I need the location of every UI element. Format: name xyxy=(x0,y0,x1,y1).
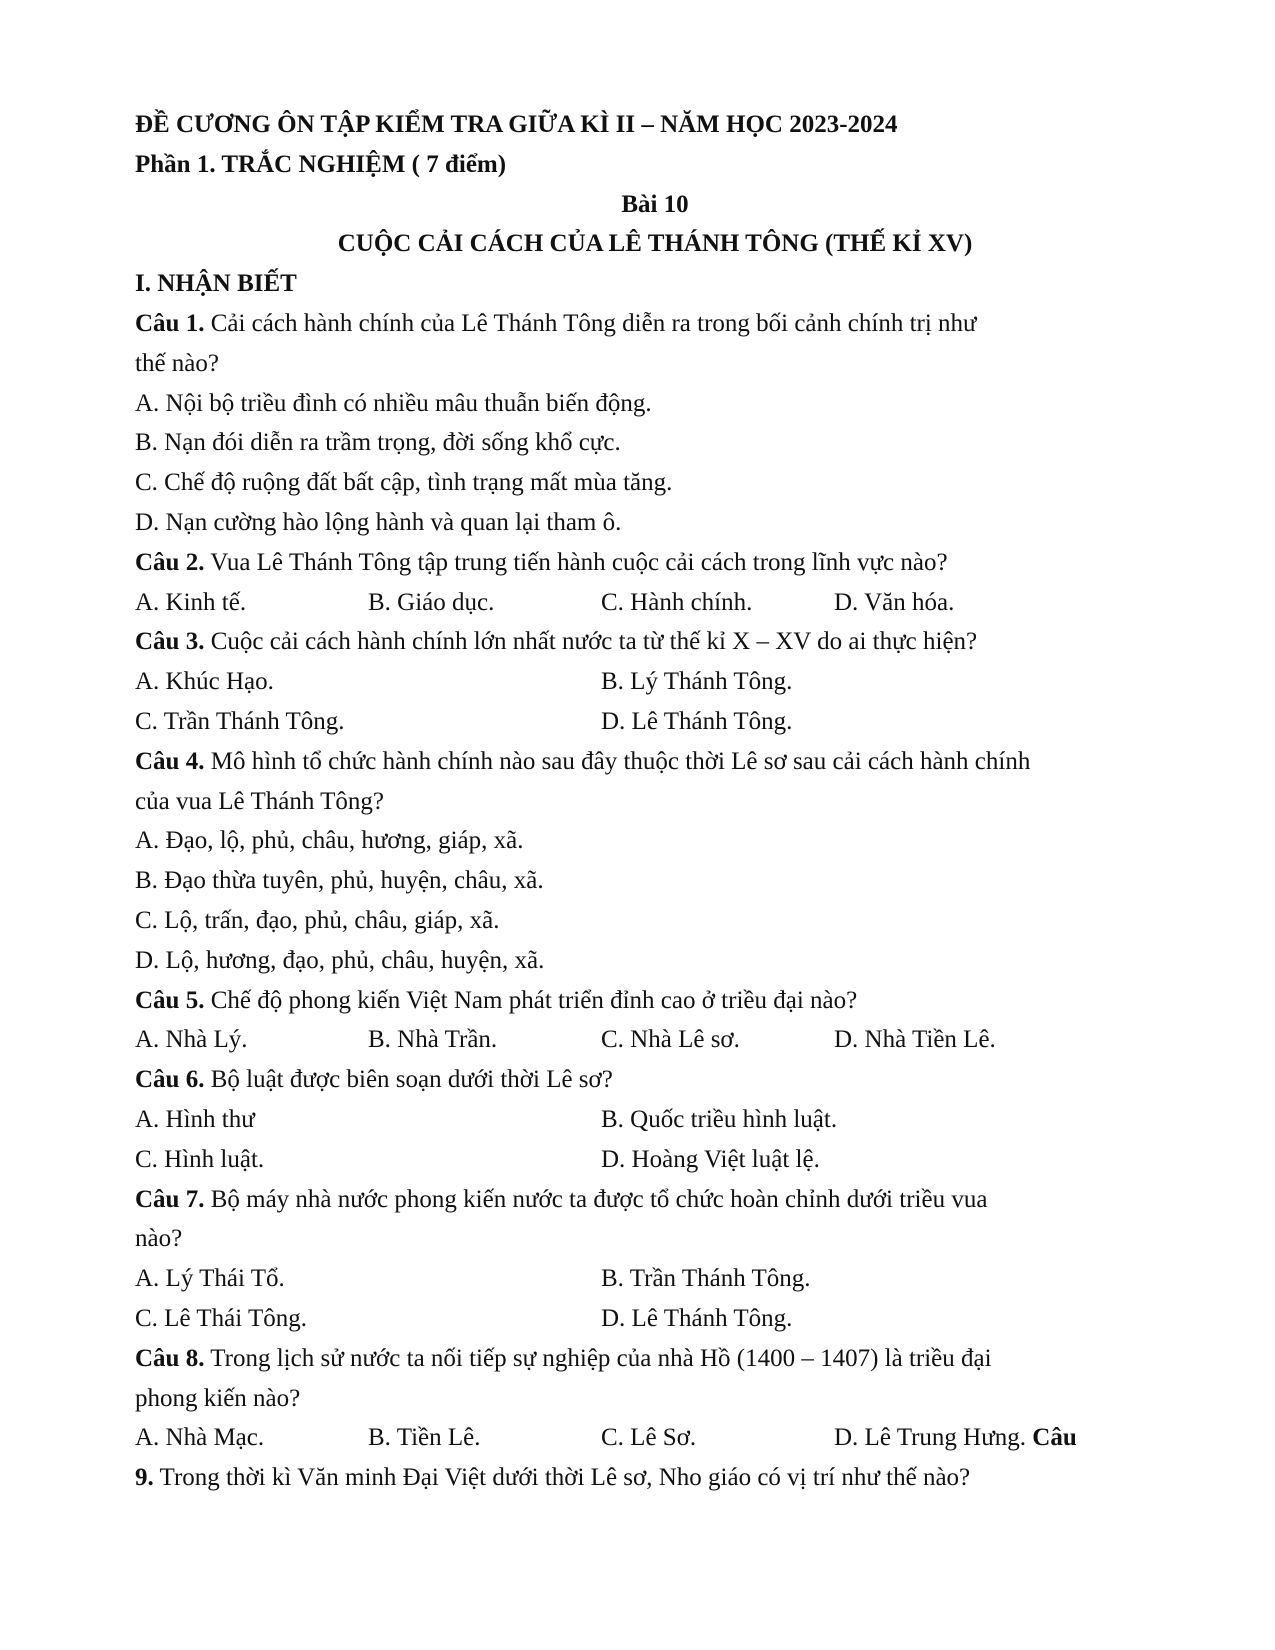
question-text: Chế độ phong kiến Việt Nam phát triển đỉnh cao ở triều đại nào? xyxy=(204,986,858,1014)
question-7-options-row-2 xyxy=(135,1299,1175,1339)
question-5-option-d: D. Nhà Tiền Lê. xyxy=(834,1026,996,1054)
question-4-option-d: D. Lộ, hương, đạo, phủ, châu, huyện, xã. xyxy=(135,946,545,974)
question-7-option-c: C. Lê Thái Tông. xyxy=(135,1304,307,1332)
question-1-continued: thế nào? xyxy=(135,349,219,377)
question-5 xyxy=(135,981,1175,1021)
question-3-option-c: C. Trần Thánh Tông. xyxy=(135,707,345,735)
question-text: Cuộc cải cách hành chính lớn nhất nước ta từ thế kỉ X – XV do ai thực hiện? xyxy=(204,628,978,656)
question-2-option-a: A. Kinh tế. xyxy=(135,588,247,616)
question-text: Trong lịch sử nước ta nối tiếp sự nghiệp của nhà Hồ (1400 – 1407) là triều đại xyxy=(204,1344,992,1372)
question-label: Câu 3. xyxy=(135,628,205,656)
question-2-option-d: D. Văn hóa. xyxy=(834,588,955,616)
question-8-option-b: B. Tiền Lê. xyxy=(368,1424,481,1452)
question-3-option-b: B. Lý Thánh Tông. xyxy=(601,668,793,696)
question-5-option-c: C. Nhà Lê sơ. xyxy=(601,1026,740,1054)
question-9-label-start: Câu xyxy=(1032,1424,1077,1452)
question-7 xyxy=(135,1180,1175,1220)
question-4-option-c: C. Lộ, trấn, đạo, phủ, châu, giáp, xã. xyxy=(135,906,500,934)
question-8-continued: phong kiến nào? xyxy=(135,1384,301,1412)
question-8-options xyxy=(135,1418,1175,1458)
lesson-title: CUỘC CẢI CÁCH CỦA LÊ THÁNH TÔNG (THẾ KỈ XV) xyxy=(337,230,973,258)
question-1-option-b: B. Nạn đói diễn ra trầm trọng, đời sống khổ cực. xyxy=(135,429,621,457)
question-6-option-a: A. Hình thư xyxy=(135,1105,255,1133)
question-text: Cải cách hành chính của Lê Thánh Tông diễn ra trong bối cảnh chính trị như xyxy=(204,309,977,337)
part-heading: Phần 1. TRẮC NGHIỆM ( 7 điểm) xyxy=(135,150,507,178)
question-3-option-d: D. Lê Thánh Tông. xyxy=(601,707,793,735)
question-text: Bộ máy nhà nước phong kiến nước ta được tổ chức hoàn chỉnh dưới triều vua xyxy=(204,1185,988,1213)
question-8 xyxy=(135,1339,1175,1379)
section-heading: I. NHẬN BIẾT xyxy=(135,270,297,298)
question-2-option-b: B. Giáo dục. xyxy=(368,588,495,616)
question-4-continued: của vua Lê Thánh Tông? xyxy=(135,787,384,815)
question-9 xyxy=(135,1458,1175,1498)
question-8-option-a: A. Nhà Mạc. xyxy=(135,1424,265,1452)
question-3-options-row-1 xyxy=(135,662,1175,702)
question-8-option-c: C. Lê Sơ. xyxy=(601,1424,697,1452)
question-1-option-d: D. Nạn cường hào lộng hành và quan lại tham ô. xyxy=(135,508,622,536)
question-5-option-b: B. Nhà Trần. xyxy=(368,1026,498,1054)
question-3-options-row-2 xyxy=(135,702,1175,742)
question-9-label-end: 9. xyxy=(135,1464,154,1492)
question-text: Trong thời kì Văn minh Đại Việt dưới thời Lê sơ, Nho giáo có vị trí như thế nào? xyxy=(153,1464,971,1492)
question-7-continued: nào? xyxy=(135,1225,183,1253)
question-4-option-b: B. Đạo thừa tuyên, phủ, huyện, châu, xã. xyxy=(135,867,544,895)
question-label: Câu 2. xyxy=(135,548,205,576)
question-8-option-d xyxy=(834,1418,1077,1458)
question-7-options-row-1 xyxy=(135,1259,1175,1299)
lesson-number: Bài 10 xyxy=(621,190,689,218)
question-label: Câu 1. xyxy=(135,309,205,337)
question-label: Câu 8. xyxy=(135,1344,205,1372)
question-label: Câu 7. xyxy=(135,1185,205,1213)
question-6-option-c: C. Hình luật. xyxy=(135,1145,265,1173)
question-3-option-a: A. Khúc Hạo. xyxy=(135,668,274,696)
question-6-options-row-2 xyxy=(135,1140,1175,1180)
question-1 xyxy=(135,304,1175,344)
option-text: D. Lê Trung Hưng. xyxy=(834,1424,1027,1452)
question-6 xyxy=(135,1060,1175,1100)
question-2 xyxy=(135,543,1175,583)
question-5-option-a: A. Nhà Lý. xyxy=(135,1026,248,1054)
question-7-option-b: B. Trần Thánh Tông. xyxy=(601,1265,811,1293)
document-title: ĐỀ CƯƠNG ÔN TẬP KIỂM TRA GIỮA KÌ II – NĂM HỌC 2023-2024 xyxy=(135,111,898,138)
question-7-option-a: A. Lý Thái Tổ. xyxy=(135,1265,285,1293)
question-6-option-b: B. Quốc triều hình luật. xyxy=(601,1105,838,1133)
question-4-option-a: A. Đạo, lộ, phủ, châu, hương, giáp, xã. xyxy=(135,827,524,855)
question-5-options xyxy=(135,1020,1175,1060)
question-7-option-d: D. Lê Thánh Tông. xyxy=(601,1304,793,1332)
question-1-option-c: C. Chế độ ruộng đất bất cập, tình trạng mất mùa tăng. xyxy=(135,469,673,497)
question-6-options-row-1 xyxy=(135,1100,1175,1140)
question-6-option-d: D. Hoàng Việt luật lệ. xyxy=(601,1145,820,1173)
question-4 xyxy=(135,742,1175,782)
question-3 xyxy=(135,622,1175,662)
question-text: Mô hình tổ chức hành chính nào sau đây thuộc thời Lê sơ sau cải cách hành chính xyxy=(204,747,1031,775)
question-text: Bộ luật được biên soạn dưới thời Lê sơ? xyxy=(204,1066,613,1094)
question-2-option-c: C. Hành chính. xyxy=(601,588,753,616)
question-2-options xyxy=(135,583,1175,623)
question-label: Câu 6. xyxy=(135,1066,205,1094)
question-text: Vua Lê Thánh Tông tập trung tiến hành cuộc cải cách trong lĩnh vực nào? xyxy=(204,548,948,576)
question-label: Câu 4. xyxy=(135,747,205,775)
question-label: Câu 5. xyxy=(135,986,205,1014)
question-1-option-a: A. Nội bộ triều đình có nhiều mâu thuẫn biến động. xyxy=(135,389,652,417)
